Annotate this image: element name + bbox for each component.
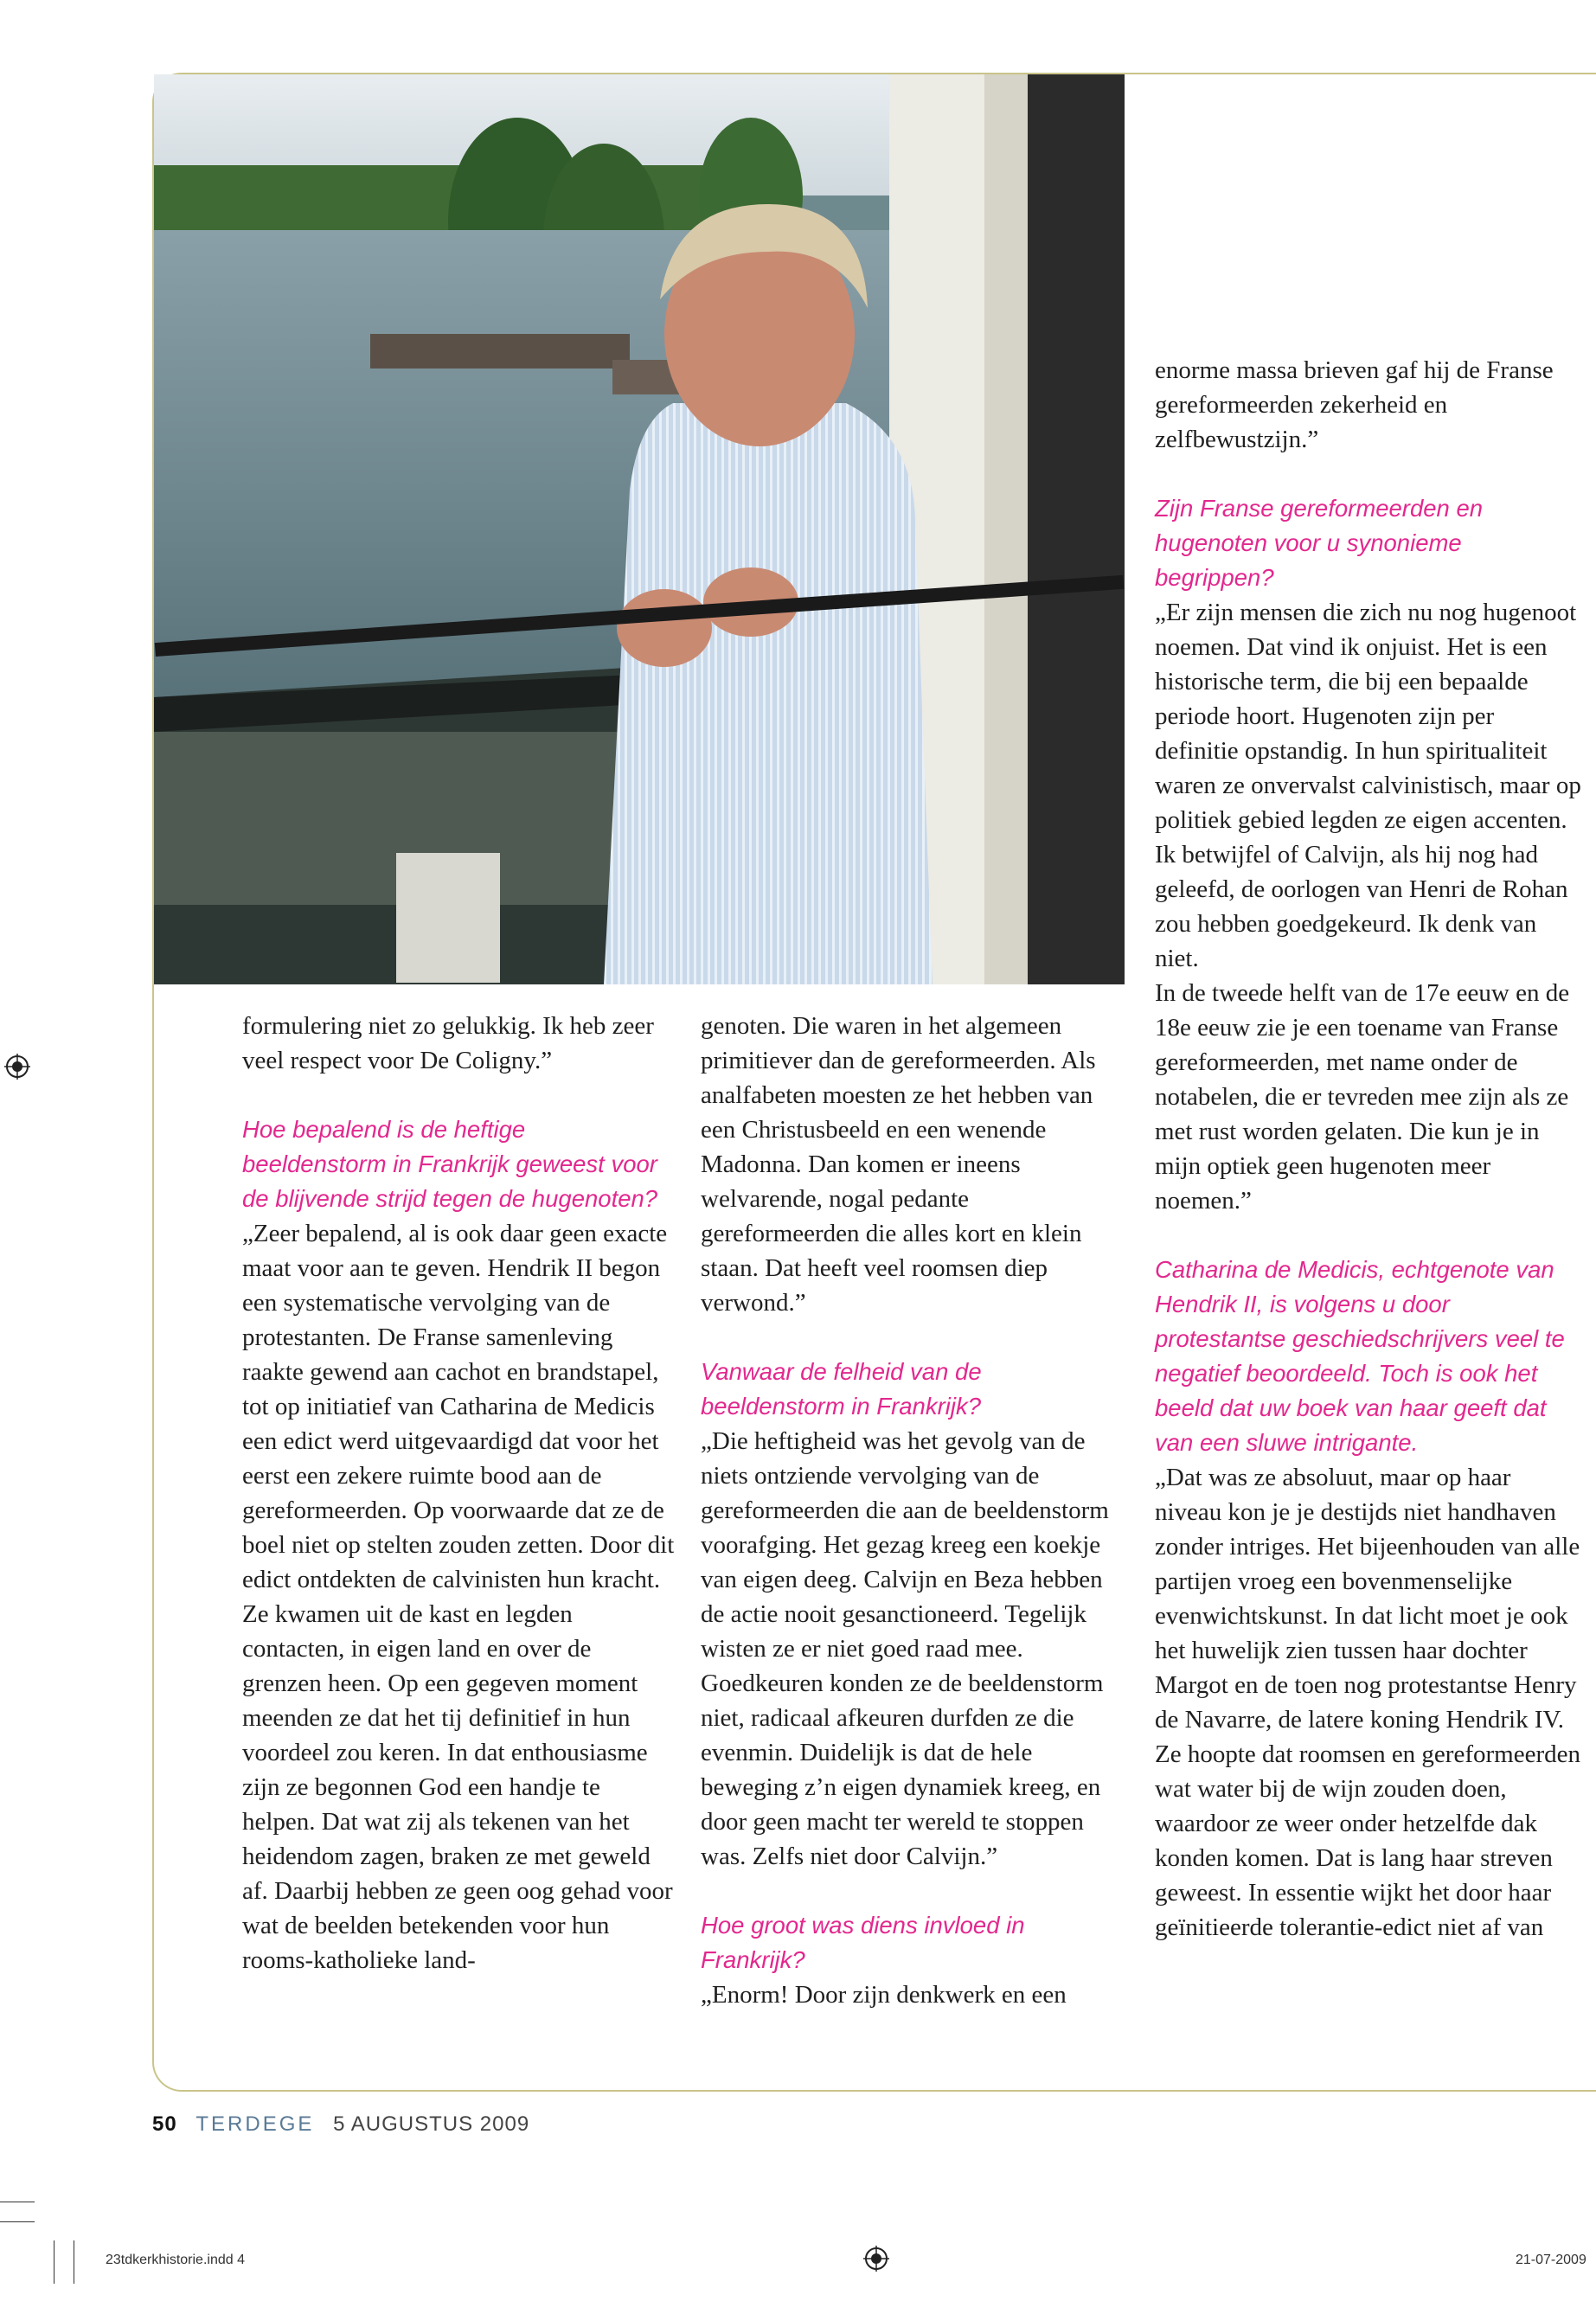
portrait-photo-icon — [154, 74, 1125, 984]
paragraph: „Enorm! Door zijn denkwerk en een — [701, 1981, 1067, 2009]
text-column-2 — [701, 1009, 1125, 2012]
portrait-photo — [154, 74, 1125, 984]
text-column-3 — [1155, 353, 1583, 1945]
paragraph: „Die heftigheid was het gevolg van de niets ontziende vervolging van de gereformeerden die aan de beeldenstorm voorafging. Het gezag kreeg een koekje van eigen deeg. Calvijn en Beza hebben de actie nooit gesanctioneerd. Tegelijk wisten ze er niet goed raad mee. Goedkeuren konden ze de beeldenstorm niet, radicaal afkeuren durfden ze die evenmin. Duidelijk is dat de hele beweging z’n eigen dynamiek kreeg, en door geen macht ter wereld te stoppen was. Zelfs niet door Calvijn.” — [701, 1427, 1109, 1870]
interview-question: Hoe bepalend is de heftige beeldenstorm in Frankrijk geweest voor de blijvende strijd tegen de hugenoten? — [242, 1116, 658, 1212]
page-footer — [152, 2112, 529, 2137]
paragraph: enorme massa brieven gaf hij de Franse gereformeerden zekerheid en zelfbewustzijn.” — [1155, 356, 1554, 453]
page-number: 50 — [152, 2112, 177, 2136]
paragraph: „Zeer bepalend, al is ook daar geen exacte maat voor aan te geven. Hendrik II begon een systematische vervolging van de protestanten. De Franse samenleving raakte gewend aan cachot en brandstapel, tot op initiatief van Catharina de Medicis een edict werd uitgevaardigd dat voor het eerst een zekere ruimte bood aan de gereformeerden. Op voorwaarde dat ze de boel niet op stelten zouden zetten. Door dit edict ontdekten de calvinisten hun kracht. Ze kwamen uit de kast en legden contacten, in eigen land en over de grenzen heen. Op een gegeven moment meenden ze dat het tij definitief in hun voordeel zou keren. In dat enthousiasme zijn ze begonnen God een handje te helpen. Dat wat zij als tekenen van het heidendom zagen, braken ze met geweld af. Daarbij hebben ze geen oog gehad voor wat de beelden betekenden voor hun rooms-katholieke land- — [242, 1220, 675, 1974]
interview-question: Catharina de Medicis, echtgenote van Hendrik II, is volgens u door protestantse geschiedschrijvers veel te negatief beoordeeld. Toch is ook het beeld dat uw boek van haar geeft dat van een sluwe intrigante. — [1155, 1256, 1565, 1456]
date-slug: 21-07-2009 — [1516, 2253, 1586, 2267]
paragraph: genoten. Die waren in het algemeen primitiever dan de gereformeerden. Als analfabeten moesten ze het hebben van een Christusbeeld en een wenende Madonna. Dan komen er ineens welvarende, nogal pedante gereformeerden die alles kort en klein staan. Dat heeft veel roomsen diep verwond.” — [701, 1012, 1096, 1317]
registration-mark-icon — [863, 2246, 889, 2272]
magazine-name: TERDEGE — [195, 2112, 315, 2136]
file-slug: 23tdkerkhistorie.indd 4 — [106, 2253, 245, 2267]
paragraph: „Dat was ze absoluut, maar op haar niveau kon je je destijds niet handhaven zonder intriges. Het bijeenhouden van alle partijen vroeg een bovenmenselijke evenwichtskunst. In dat licht moet je ook het huwelijk zien tussen haar dochter Margot en de toen nog protestantse Henry de Navarre, de latere koning Hendrik IV. Ze hoopte dat roomsen en gereformeerden wat water bij de wijn zouden doen, waardoor ze weer onder hetzelfde dak konden komen. Dat is lang haar streven geweest. In essentie wijkt het door haar geïnitieerde tolerantie-edict niet af van — [1155, 1464, 1580, 1941]
interview-question: Hoe groot was diens invloed in Frankrijk? — [701, 1912, 1025, 1973]
registration-mark-icon — [4, 1054, 30, 1080]
paragraph: formulering niet zo gelukkig. Ik heb zeer veel respect voor De Coligny.” — [242, 1012, 654, 1074]
issue-date: 5 AUGUSTUS 2009 — [333, 2112, 530, 2136]
paragraph: „Er zijn mensen die zich nu nog hugenoot noemen. Dat vind ik onjuist. Het is een historische term, die bij een bepaalde periode hoort. Hugenoten zijn per definitie opstandig. In hun spiritualiteit waren ze onvervalst calvinistisch, maar op politiek gebied legden ze eigen accenten. Ik betwijfel of Calvijn, als hij nog had geleefd, de oorlogen van Henri de Rohan zou hebben goedgekeurd. Ik denk van niet. — [1155, 599, 1581, 972]
interview-question: Vanwaar de felheid van de beeldenstorm in Frankrijk? — [701, 1358, 982, 1420]
crop-mark — [0, 2221, 35, 2222]
interview-question: Zijn Franse gereformeerden en hugenoten voor u synonieme begrippen? — [1155, 495, 1484, 591]
paragraph: In de tweede helft van de 17e eeuw en de 18e eeuw zie je een toename van Franse gereformeerden, met name onder de notabelen, die er tevreden mee zijn als ze met rust worden gelaten. Die kun je in mijn optiek geen hugenoten meer noemen.” — [1155, 979, 1570, 1215]
text-column-1 — [242, 1009, 675, 1977]
